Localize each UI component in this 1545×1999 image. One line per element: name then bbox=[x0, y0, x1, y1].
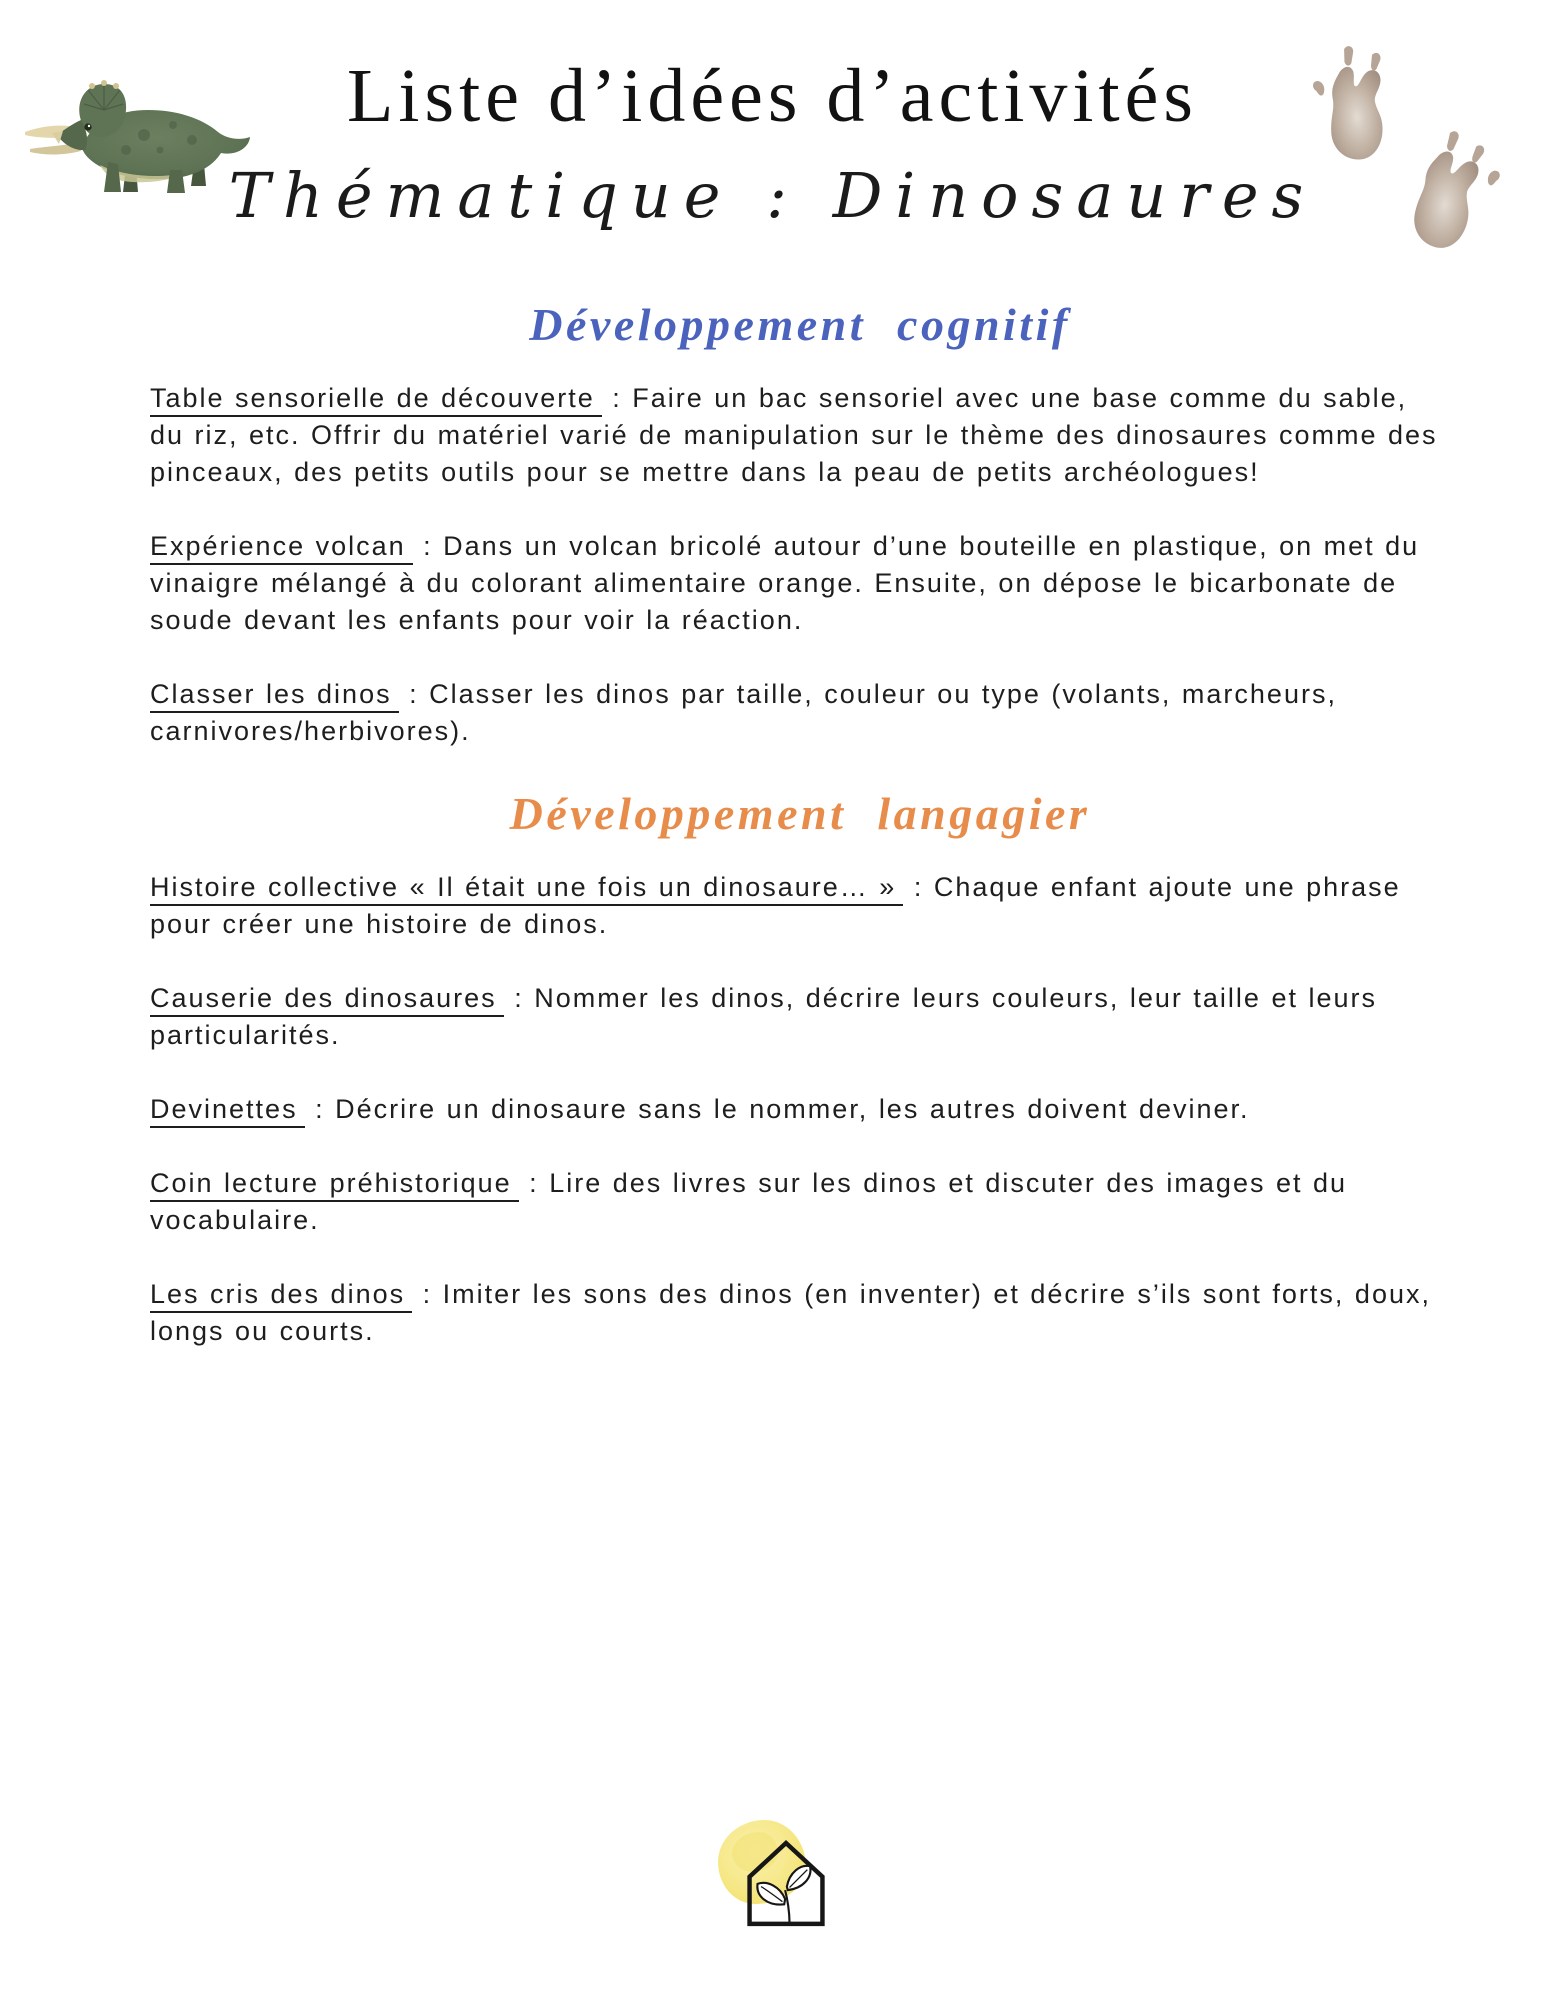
label-separator: : bbox=[518, 1168, 550, 1198]
label-separator: : bbox=[601, 383, 633, 413]
house-logo bbox=[718, 1820, 838, 1935]
footprint-icon bbox=[1305, 35, 1415, 170]
activity-item bbox=[150, 1165, 1450, 1239]
activity-item bbox=[150, 1276, 1450, 1350]
label-separator: : bbox=[412, 531, 444, 561]
activity-list bbox=[150, 298, 1450, 1350]
activity-item bbox=[150, 528, 1450, 639]
activity-item bbox=[150, 869, 1450, 943]
triceratops-icon bbox=[22, 80, 252, 198]
activity-description: Décrire un dinosaure sans le nommer, les autres doivent deviner. bbox=[335, 1094, 1250, 1124]
label-separator: : bbox=[398, 679, 430, 709]
page-subtitle: Thématique : Dinosaures bbox=[228, 159, 1317, 232]
activity-description: Chaque enfant ajoute une phrase pour créer une histoire de dinos. bbox=[150, 872, 1401, 939]
activity-label: Table sensorielle de découverte bbox=[150, 383, 602, 417]
activity-description: Nommer les dinos, décrire leurs couleurs, leur taille et leurs particularités. bbox=[150, 983, 1377, 1050]
label-separator: : bbox=[304, 1094, 336, 1124]
label-separator: : bbox=[903, 872, 934, 902]
activity-description: Imiter les sons des dinos (en inventer) et décrire s’ils sont forts, doux, longs ou courts. bbox=[150, 1279, 1431, 1346]
activity-item bbox=[150, 1091, 1450, 1128]
page-title: Liste d’idées d’activités bbox=[347, 54, 1198, 138]
activity-description: Faire un bac sensoriel avec une base comme du sable, du riz, etc. Offrir du matériel varié de manipulation sur le thème des dinosaures comme des pinceaux, des petits outils pour se mettre dans la peau de petits archéologues! bbox=[150, 383, 1438, 487]
activity-item bbox=[150, 380, 1450, 491]
activity-item bbox=[150, 980, 1450, 1054]
activity-item bbox=[150, 676, 1450, 750]
label-separator: : bbox=[412, 1279, 443, 1309]
house-sprout-icon bbox=[746, 1837, 826, 1929]
activity-label: Causerie des dinosaures bbox=[150, 983, 504, 1017]
activity-label: Coin lecture préhistorique bbox=[150, 1168, 519, 1202]
section-heading-cognitif: Développement cognitif bbox=[529, 299, 1071, 350]
activity-description: Classer les dinos par taille, couleur ou type (volants, marcheurs, carnivores/herbivores). bbox=[150, 679, 1337, 746]
activity-description: Dans un volcan bricolé autour d’une bouteille en plastique, on met du vinaigre mélangé à du colorant alimentaire orange. Ensuite, on dépose le bicarbonate de soude devant les enfants pour voir la réaction. bbox=[150, 531, 1420, 635]
label-separator: : bbox=[503, 983, 535, 1013]
section-heading-langagier: Développement langagier bbox=[509, 788, 1091, 839]
activity-description: Lire des livres sur les dinos et discuter des images et du vocabulaire. bbox=[150, 1168, 1348, 1235]
activity-label: Histoire collective « Il était une fois un dinosaure… » bbox=[150, 872, 903, 906]
footprint-icon bbox=[1387, 118, 1516, 264]
activity-label: Devinettes bbox=[150, 1094, 305, 1128]
activity-label: Expérience volcan bbox=[150, 531, 413, 565]
activity-label: Les cris des dinos bbox=[150, 1279, 412, 1313]
activity-label: Classer les dinos bbox=[150, 679, 399, 713]
